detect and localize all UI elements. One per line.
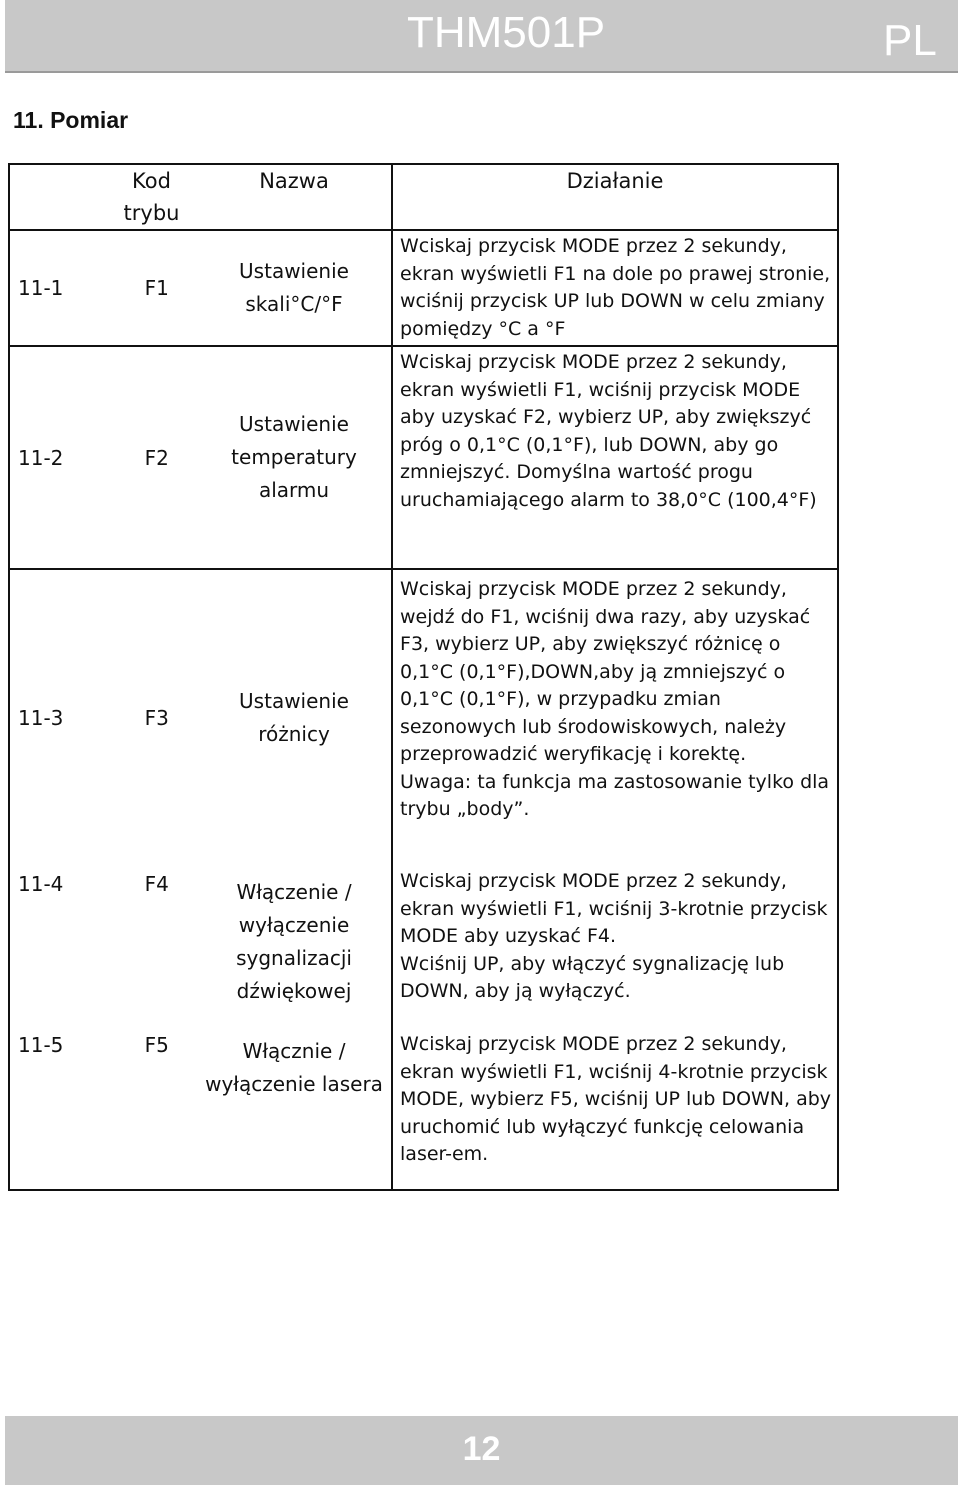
row-code-cell (9, 569, 197, 866)
table-row (9, 569, 838, 866)
row-dzialanie: Wciskaj przycisk MODE przez 2 sekundy, ekran wyświetli F1, wciśnij 4-krotnie przycisk MODE, wybierz F5, wciśnij UP lub DOWN, aby uruchomić lub wyłączyć funkcję celowania laser-em. (392, 1029, 838, 1190)
header-nazwa (197, 164, 392, 230)
row-code-cell (9, 230, 197, 346)
header-nazwa-label: Nazwa (259, 169, 329, 193)
mode-table (8, 163, 839, 1191)
row-dzialanie-cell (392, 569, 838, 866)
table-row (9, 230, 838, 346)
row-dzialanie: Wciskaj przycisk MODE przez 2 sekundy, wejdź do F1, wciśnij dwa razy, aby uzyskać F3, wybierz UP, aby zwiększyć różnicę o 0,1°C (0,1°F),DOWN,aby ją zmniejszyć o 0,1°C (0,1°F), w przypadku zmian sezonowych lub środowiskowych, należy przeprowadzić weryfikację i korektę. (400, 578, 811, 765)
footer-bar (5, 1416, 958, 1485)
row-kod: F4 (144, 872, 169, 896)
header-bar (5, 0, 958, 73)
language-code: PL (883, 16, 937, 65)
row-nazwa: Ustawienie skali°C/°F (197, 230, 392, 346)
table-row (9, 1029, 838, 1190)
row-code: 11-1 (18, 276, 64, 300)
model-name: THM501P (407, 8, 606, 57)
row-kod: F3 (144, 706, 169, 730)
row-code-cell (9, 346, 197, 569)
table-row (9, 866, 838, 1029)
row-code-cell (9, 1029, 197, 1190)
row-code: 11-5 (18, 1033, 64, 1057)
header-kod (9, 164, 197, 230)
header-dzialanie (392, 164, 838, 230)
row-code-cell (9, 866, 197, 1029)
row-note: Uwaga: ta funkcja ma zastosowanie tylko dla trybu „body”. (400, 770, 830, 820)
row-kod: F1 (144, 276, 169, 300)
row-nazwa: Ustawienie różnicy (197, 569, 392, 866)
table-row (9, 346, 838, 569)
row-dzialanie: Wciskaj przycisk MODE przez 2 sekundy, ekran wyświetli F1 na dole po prawej stronie, wciśnij przycisk UP lub DOWN w celu zmiany pomiędzy °C a °F (392, 230, 838, 346)
row-kod: F5 (144, 1033, 169, 1057)
row-dzialanie-cell (392, 866, 838, 1029)
row-note: Wciśnij UP, aby włączyć sygnalizację lub DOWN, aby ją wyłączyć. (400, 952, 785, 1002)
row-dzialanie: Wciskaj przycisk MODE przez 2 sekundy, ekran wyświetli F1, wciśnij 3-krotnie przycisk MODE aby uzyskać F4. (400, 870, 828, 947)
table-header-row (9, 164, 838, 230)
header-kod-label: Kod trybu (123, 169, 180, 225)
row-code: 11-3 (18, 706, 64, 730)
row-nazwa: Ustawienie temperatury alarmu (197, 346, 392, 569)
row-kod: F2 (144, 445, 169, 470)
page-number: 12 (462, 1430, 501, 1468)
row-nazwa: Włącznie / wyłączenie lasera (197, 1029, 392, 1190)
row-code: 11-2 (18, 445, 64, 470)
row-nazwa: Włączenie / wyłączenie sygnalizacji dźwiękowej (197, 866, 392, 1029)
row-code: 11-4 (18, 872, 64, 896)
row-dzialanie: Wciskaj przycisk MODE przez 2 sekundy, ekran wyświetli F1, wciśnij przycisk MODE aby uzyskać F2, wybierz UP, aby zwiększyć próg o 0,1°C (0,1°F), lub DOWN, aby go zmniejszyć. Domyślna wartość progu uruchamiającego alarm to 38,0°C (100,4°F) (392, 346, 838, 569)
header-dzialanie-label: Działanie (566, 169, 664, 193)
section-title: 11. Pomiar (13, 107, 129, 133)
